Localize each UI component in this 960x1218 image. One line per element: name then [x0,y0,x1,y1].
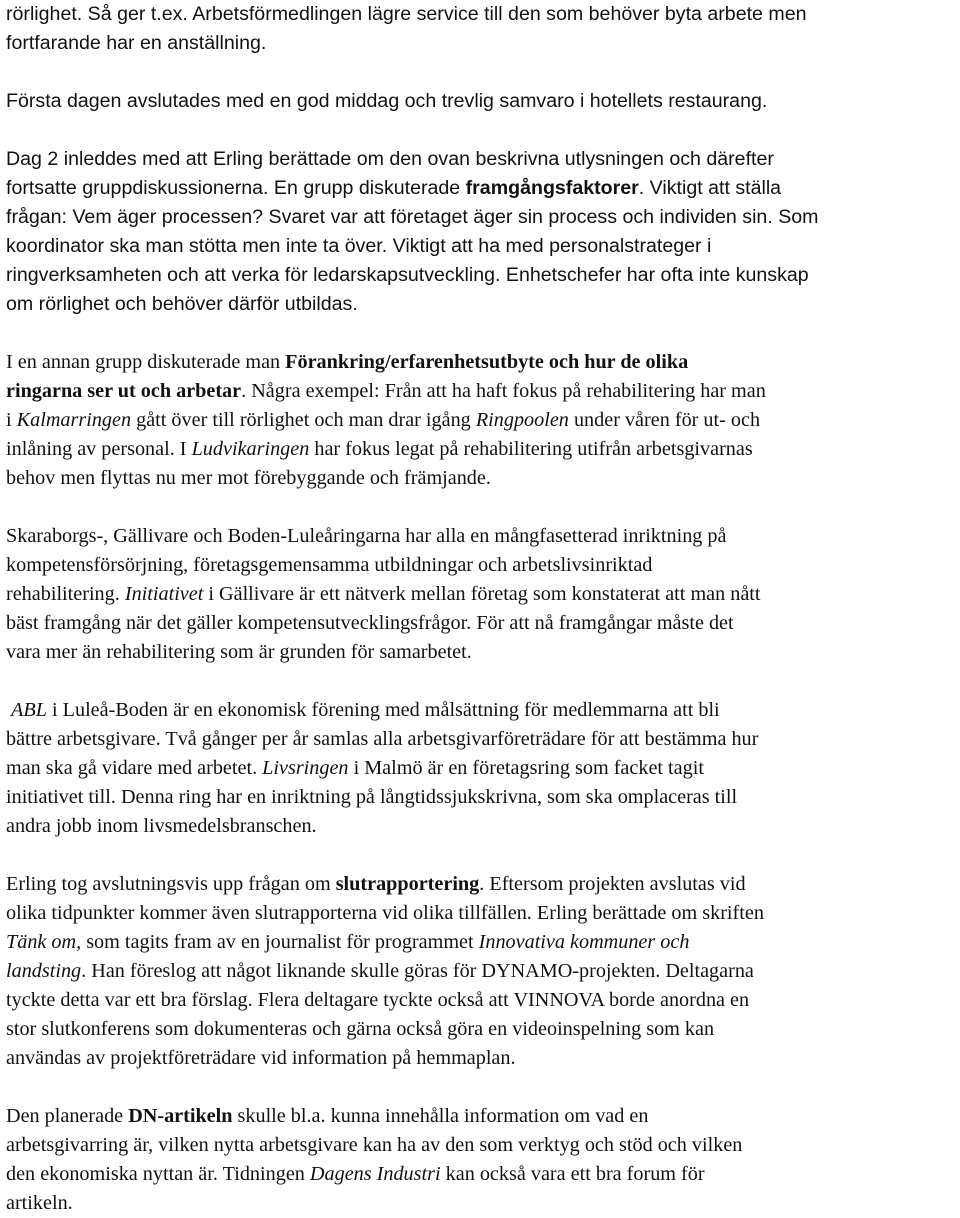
text-run: ringverksamheten och att verka för ledarskapsutveckling. Enhetschefer har ofta inte kunskap [6,264,809,286]
text-run: frågan: Vem äger processen? Svaret var att företaget äger sin process och individen sin. Som [6,206,819,228]
text-run: vara mer än rehabilitering som är grunden för samarbetet. [6,641,472,663]
paragraph [6,348,956,493]
italic-text: Livsringen [262,757,349,779]
text-run: om rörlighet och behöver därför utbildas. [6,293,358,315]
text-line [6,522,956,551]
text-line [6,174,956,203]
paragraph [6,87,956,116]
bold-text: slutrapportering [335,873,480,895]
text-run: kompetensförsörjning, företagsgemensamma utbildningar och arbetslivsinriktad [6,554,653,576]
text-run: fortfarande har en anställning. [6,32,267,54]
paragraph-gap [6,667,956,696]
text-run: man ska gå vidare med arbetet. [6,757,263,779]
italic-text: Ringpoolen [475,409,569,431]
text-line [6,290,956,319]
paragraph [6,870,956,1073]
bold-text: Förankring/erfarenhetsutbyte och hur de olika [285,351,689,373]
text-line [6,870,956,899]
text-run: Erling tog avslutningsvis upp frågan om [6,873,336,895]
text-run: fortsatte gruppdiskussionerna. En grupp diskuterade [6,177,466,199]
text-line [6,232,956,261]
text-run: bättre arbetsgivare. Två gånger per år samlas alla arbetsgivarföreträdare för att bestämma hur [6,728,759,750]
paragraph-gap [6,319,956,348]
text-line [6,1015,956,1044]
bold-text: ringarna ser ut och arbetar [6,380,242,402]
text-line [6,377,956,406]
paragraph-gap [6,58,956,87]
text-line [6,783,956,812]
italic-text: Ludvikaringen [191,438,310,460]
text-run: behov men flyttas nu mer mot förebyggande och främjande. [6,467,491,489]
paragraph [6,696,956,841]
text-line [6,754,956,783]
text-line [6,145,956,174]
text-line [6,899,956,928]
text-line [6,0,956,29]
text-line [6,464,956,493]
text-line [6,812,956,841]
text-run: bäst framgång när det gäller kompetensutvecklingsfrågor. För att nå framgångar måste det [6,612,734,634]
text-line [6,928,956,957]
text-line [6,1160,956,1189]
bold-text: DN-artikeln [128,1105,233,1127]
text-run: . Eftersom projekten avslutas vid [479,873,746,895]
text-line [6,435,956,464]
paragraph-gap [6,841,956,870]
paragraph [6,0,956,58]
text-line [6,696,956,725]
text-run: Den planerade [6,1105,129,1127]
text-line [6,638,956,667]
bold-text: framgångsfaktorer [465,177,639,199]
text-run: den ekonomiska nyttan är. Tidningen [6,1163,310,1185]
text-line [6,986,956,1015]
text-line [6,29,956,58]
paragraph-gap [6,116,956,145]
text-run: stor slutkonferens som dokumenteras och gärna också göra en videoinspelning som kan [6,1018,715,1040]
text-run: I en annan grupp diskuterade man [6,351,286,373]
paragraph [6,145,956,319]
paragraph-gap [6,1073,956,1102]
paragraph [6,1102,956,1218]
text-run: skulle bl.a. kunna innehålla information om vad en [232,1105,649,1127]
text-line [6,551,956,580]
text-run: kan också vara ett bra forum för [440,1163,705,1185]
italic-text: Tänk om, [6,931,82,953]
italic-text: ABL [11,699,47,721]
text-run: i Luleå-Boden är en ekonomisk förening med målsättning för medlemmarna att bli [46,699,720,721]
document-page [6,0,956,1218]
text-run: som tagits fram av en journalist för programmet [81,931,479,953]
text-run: arbetsgivarring är, vilken nytta arbetsgivare kan ha av den som verktyg och stöd och vilken [6,1134,743,1156]
text-run: . Några exempel: Från att ha haft fokus på rehabilitering har man [241,380,766,402]
text-run: i Malmö är en företagsring som facket tagit [348,757,704,779]
text-line [6,203,956,232]
text-run: Första dagen avslutades med en god middag och trevlig samvaro i hotellets restaurang. [6,90,768,112]
paragraph [6,522,956,667]
text-line [6,1189,956,1218]
text-run: . Viktigt att ställa [638,177,782,199]
text-line [6,87,956,116]
text-line [6,261,956,290]
text-run: i Gällivare är ett nätverk mellan företag som konstaterat att man nått [203,583,761,605]
italic-text: Innovativa kommuner och [478,931,690,953]
italic-text: landsting [6,960,82,982]
text-run: koordinator ska man stötta men inte ta över. Viktigt att ha med personalstrateger i [6,235,712,257]
text-run: i [6,409,17,431]
text-run: under våren för ut- och [568,409,761,431]
text-run: tyckte detta var ett bra förslag. Flera deltagare tyckte också att VINNOVA borde anordna en [6,989,750,1011]
text-run: artikeln. [6,1192,73,1214]
text-line [6,580,956,609]
text-line [6,957,956,986]
text-run: andra jobb inom livsmedelsbranschen. [6,815,317,837]
italic-text: Initiativet [124,583,204,605]
text-line [6,1044,956,1073]
paragraph-gap [6,493,956,522]
text-run: initiativet till. Denna ring har en inriktning på långtidssjukskrivna, som ska omplaceras till [6,786,738,808]
text-run: Skaraborgs-, Gällivare och Boden-Luleåringarna har alla en mångfasetterad inriktning på [6,525,727,547]
text-line [6,1102,956,1131]
italic-text: Kalmarringen [16,409,132,431]
italic-text: Dagens Industri [309,1163,441,1185]
text-run: har fokus legat på rehabilitering utifrån arbetsgivarnas [309,438,753,460]
text-run: gått över till rörlighet och man drar igång [131,409,476,431]
text-run: användas av projektföreträdare vid information på hemmaplan. [6,1047,516,1069]
text-line [6,1131,956,1160]
text-run: Dag 2 inleddes med att Erling berättade om den ovan beskrivna utlysningen och därefter [6,148,774,170]
text-line [6,406,956,435]
text-run: rehabilitering. [6,583,125,605]
text-run: . Han föreslog att något liknande skulle göras för DYNAMO-projekten. Deltagarna [81,960,754,982]
text-line [6,348,956,377]
text-line [6,609,956,638]
text-run: olika tidpunkter kommer även slutrapporterna vid olika tillfällen. Erling berättade om skriften [6,902,764,924]
text-line [6,725,956,754]
text-run: rörlighet. Så ger t.ex. Arbetsförmedlingen lägre service till den som behöver byta arbete men [6,3,807,25]
text-run: inlåning av personal. I [6,438,192,460]
